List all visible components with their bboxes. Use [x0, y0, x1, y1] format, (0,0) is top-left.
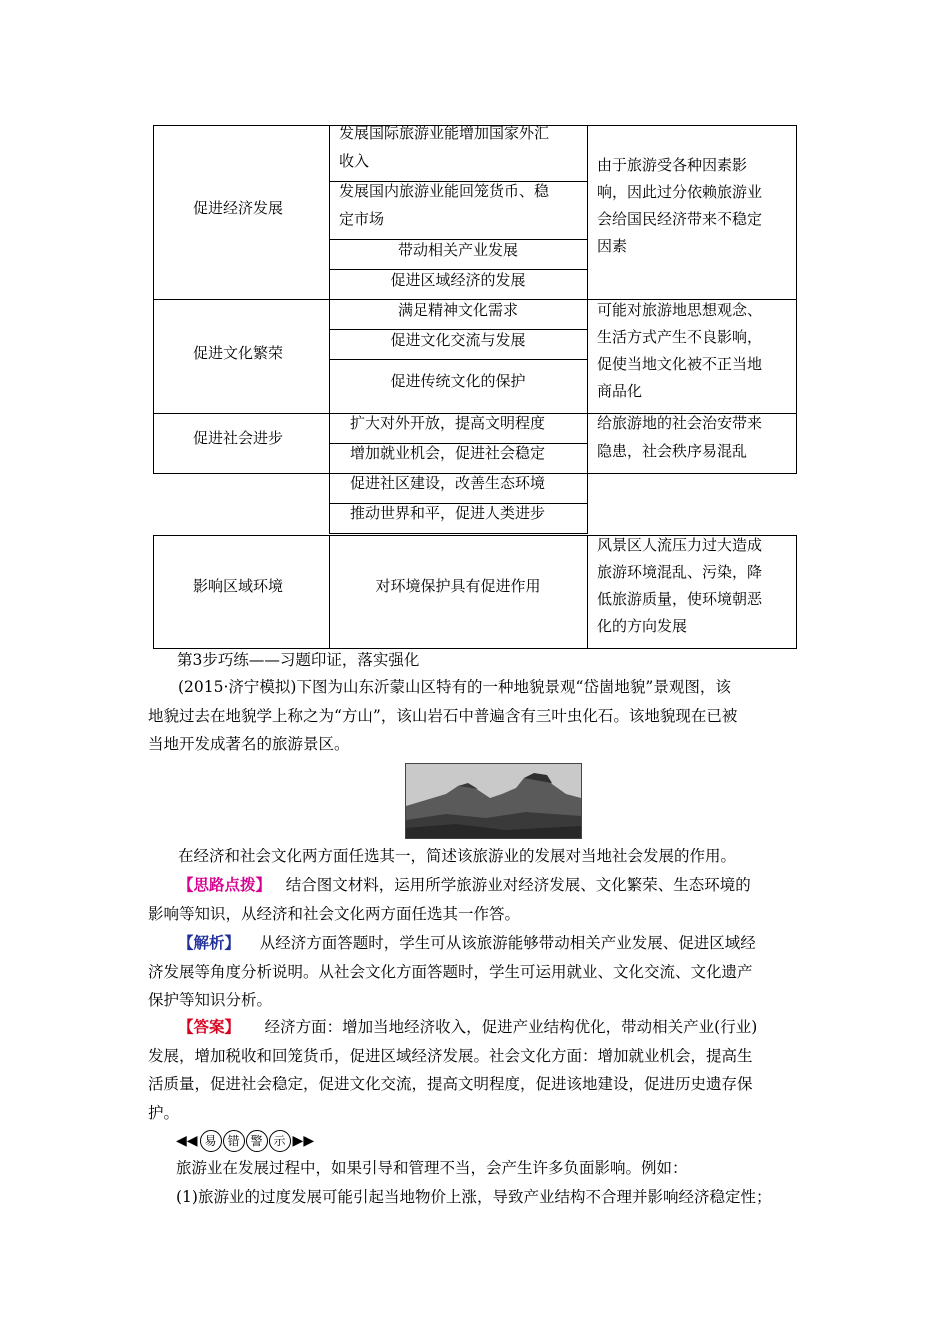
text-line: 发展，增加税收和回笼货币，促进区域经济发展。社会文化方面：增加就业机会，提高生 — [148, 1046, 753, 1065]
step-heading: 第3步巧练——习题印证，落实强化 — [177, 651, 420, 669]
text-line: 从经济方面答题时，学生可从该旅游能够带动相关产业发展、促进区域经 — [259, 934, 756, 952]
warning-badge — [176, 1130, 314, 1152]
double-chevron-right-icon: ▶▶ — [292, 1133, 315, 1149]
table-cell: 发展国际旅游业能增加国家外汇 — [339, 124, 550, 142]
table-cell: 收入 — [339, 152, 370, 170]
text-line: 影响等知识，从经济和社会文化两方面任选其一作答。 — [148, 904, 521, 923]
table-cell: 带动相关产业发展 — [397, 241, 518, 259]
question-text — [148, 673, 813, 759]
table-cell: 推动世界和平，促进人类进步 — [350, 504, 546, 522]
text-line: 保护等知识分析。 — [148, 991, 273, 1009]
table-cell: 促进传统文化的保护 — [390, 372, 526, 390]
category-environment: 影响区域环境 — [193, 577, 284, 595]
table-cell: 低旅游质量，使环境朝恶 — [597, 590, 763, 608]
badge-char: 易 — [200, 1130, 222, 1152]
hint-tag: 【思路点拨】 — [178, 875, 272, 894]
text-line: (2015·济宁模拟)下图为山东沂蒙山区特有的一种地貌景观“岱崮地貌”景观图，该 — [178, 678, 731, 696]
text-line: 结合图文材料，运用所学旅游业对经济发展、文化繁荣、生态环境的 — [285, 876, 751, 894]
hint-block — [148, 871, 813, 928]
text-line: (1)旅游业的过度发展可能引起当地物价上涨，导致产业结构不合理并影响经济稳定性； — [176, 1187, 772, 1206]
table-cell: 定市场 — [339, 210, 385, 228]
answer-tag: 【答案】 — [178, 1017, 241, 1036]
table-cell: 促进社区建设，改善生态环境 — [350, 474, 546, 492]
table-cell: 风景区人流压力过大造成 — [597, 536, 763, 554]
text-line: 当地开发成著名的旅游景区。 — [148, 735, 350, 753]
table-cell: 商品化 — [597, 382, 643, 400]
text-line: 旅游业在发展过程中，如果引导和管理不当，会产生许多负面影响。例如： — [176, 1159, 688, 1177]
double-chevron-left-icon: ◀◀ — [176, 1133, 198, 1149]
table-cell: 因素 — [597, 237, 628, 255]
text-line: 地貌过去在地貌学上称之为“方山”，该山岩石中普遍含有三叶虫化石。该地貌现在已被 — [148, 706, 738, 725]
table-cell: 促使当地文化被不正当地 — [597, 355, 763, 373]
badge-char: 错 — [223, 1130, 245, 1152]
table-cell: 旅游环境混乱、污染，降 — [597, 563, 763, 581]
table-cell: 扩大对外开放，提高文明程度 — [350, 414, 546, 432]
table-cell: 化的方向发展 — [597, 617, 688, 635]
category-economy: 促进经济发展 — [193, 199, 284, 217]
warning-text — [148, 1154, 813, 1211]
text-line: 经济方面：增加当地经济收入，促进产业结构优化，带动相关产业(行业) — [264, 1018, 758, 1036]
text-line: 活质量，促进社会稳定，促进文化交流，提高文明程度，促进该地建设，促进历史遗存保 — [148, 1075, 753, 1093]
table-cell: 由于旅游受各种因素影 — [597, 156, 748, 174]
category-culture: 促进文化繁荣 — [193, 344, 284, 362]
analysis-block — [148, 929, 813, 1015]
table-cell: 促进区域经济的发展 — [390, 271, 526, 289]
text-line: 护。 — [148, 1103, 180, 1122]
table-cell: 增加就业机会，促进社会稳定 — [350, 444, 546, 462]
table-cell: 响，因此过分依赖旅游业 — [597, 183, 763, 201]
table-cell: 隐患，社会秩序易混乱 — [597, 442, 748, 460]
category-society: 促进社会进步 — [193, 429, 284, 447]
question-prompt: 在经济和社会文化两方面任选其一，简述该旅游业的发展对当地社会发展的作用。 — [178, 847, 737, 865]
table-cell: 生活方式产生不良影响， — [597, 328, 763, 346]
badge-char: 示 — [269, 1130, 291, 1152]
table-cell: 会给国民经济带来不稳定 — [597, 210, 763, 228]
table-cell: 对环境保护具有促进作用 — [375, 577, 541, 595]
table-cell: 发展国内旅游业能回笼货币、稳 — [339, 182, 550, 200]
mountain-landscape-icon — [406, 764, 581, 838]
table-cell: 满足精神文化需求 — [397, 301, 518, 319]
landform-photo — [405, 763, 582, 839]
text-line: 济发展等角度分析说明。从社会文化方面答题时，学生可运用就业、文化交流、文化遗产 — [148, 962, 753, 981]
table-cell: 可能对旅游地思想观念、 — [597, 301, 763, 319]
table-cell: 给旅游地的社会治安带来 — [597, 414, 763, 432]
analysis-tag: 【解析】 — [178, 933, 241, 952]
table-cell: 促进文化交流与发展 — [390, 331, 526, 349]
answer-block — [148, 1013, 813, 1127]
badge-char: 警 — [246, 1130, 268, 1152]
